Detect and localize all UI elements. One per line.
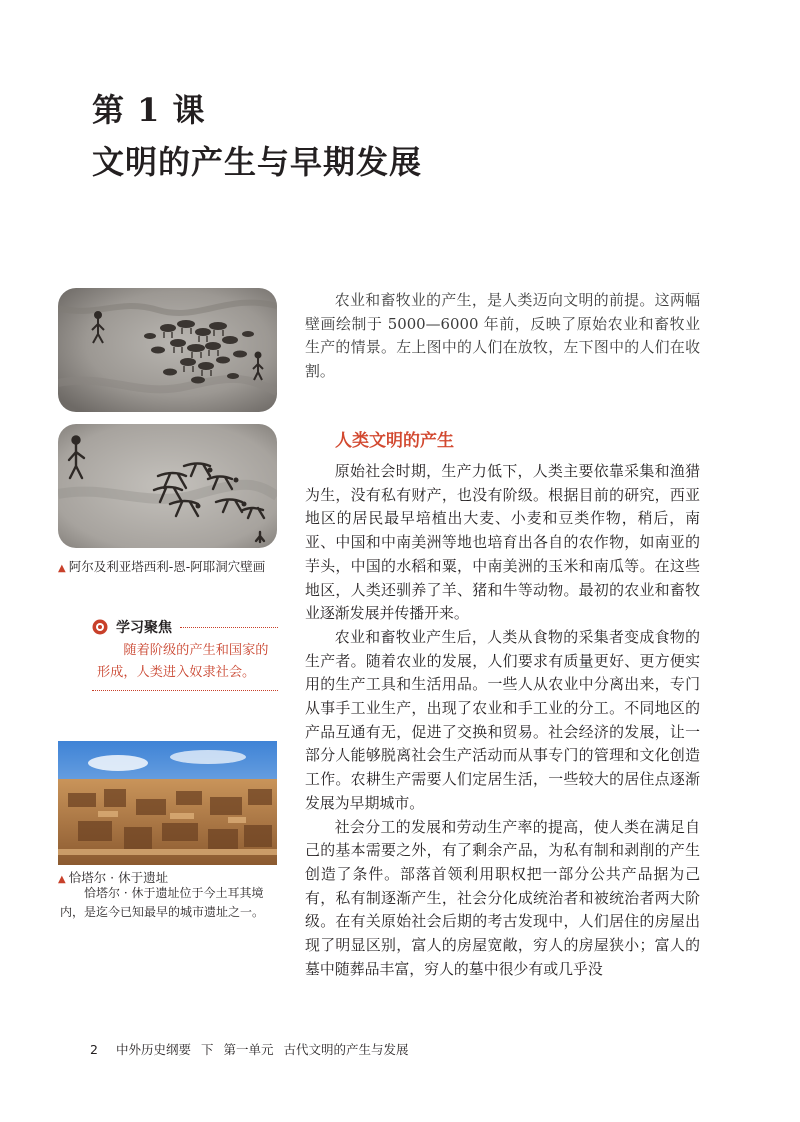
footer-unit-title: 古代文明的产生与发展	[283, 1042, 409, 1057]
page-number: 2	[90, 1042, 98, 1057]
footer-unit: 第一单元	[223, 1042, 274, 1057]
figure2-caption-text: 恰塔尔 · 休于遗址	[68, 870, 169, 885]
triangle-marker-icon: ▲	[58, 563, 66, 574]
cave-painting-herding-image	[58, 288, 277, 412]
focus-target-icon	[92, 619, 108, 635]
intro-paragraph	[305, 289, 700, 384]
focus-divider-bottom	[92, 690, 278, 691]
figure2-description: 恰塔尔 · 休于遗址位于今土耳其境内，是迄今已知最早的城市遗址之一。	[60, 886, 265, 919]
cave-painting-harvest-image	[58, 424, 277, 548]
figure1-caption	[58, 557, 265, 575]
title-block	[92, 88, 422, 186]
lesson-number: 第 1 课	[92, 91, 206, 129]
footer-volume: 下	[200, 1042, 214, 1057]
main-body	[305, 460, 700, 981]
triangle-marker-icon: ▲	[58, 874, 66, 885]
catalhoyuk-site-photo	[58, 741, 277, 865]
footer-book-title: 中外历史纲要	[115, 1042, 191, 1057]
page-footer	[90, 1040, 414, 1058]
figure1-caption-text: 阿尔及利亚塔西利-恩-阿耶洞穴壁画	[68, 559, 266, 574]
body-paragraph-1: 原始社会时期，生产力低下，人类主要依靠采集和渔猎为生，没有私有财产，也没有阶级。根据目前的研究，西亚地区的居民最早培植出大麦、小麦和豆类作物，稍后，南亚、中国和中南美洲等地也培育出各自的农作物，如南亚的芋头，中国的水稻和粟，中南美洲的玉米和南瓜等。在这些地区，人类还驯养了羊、猪和牛等动物。最初的农业和畜牧业逐渐发展并传播开来。	[305, 462, 700, 623]
learning-focus-label: 学习聚焦	[116, 620, 172, 636]
body-paragraph-2: 农业和畜牧业产生后，人类从食物的采集者变成食物的生产者。随着农业的发展，人们要求有质量更好、更方便实用的生产工具和生活用品。一些人从农业中分离出来，专门从事手工业生产，出现了农业和手工业的分工。不同地区的产品互通有无，促进了交换和贸易。社会经济的发展，让一部分人能够脱离社会生产活动而从事专门的管理和文化创造工作。农耕生产需要人们定居生活，一些较大的居住点逐渐发展为早期城市。	[305, 627, 700, 812]
learning-focus-header	[92, 617, 278, 637]
focus-divider-top	[180, 627, 278, 628]
intro-text: 农业和畜牧业的产生，是人类迈向文明的前提。这两幅壁画绘制于 5000—6000 年前，反映了原始农业和畜牧业生产的情景。左上图中的人们在放牧，左下图中的人们在收割。	[305, 291, 700, 381]
learning-focus-text: 随着阶级的产生和国家的形成，人类进入奴隶社会。	[97, 643, 269, 680]
lesson-title: 文明的产生与早期发展	[92, 143, 423, 181]
body-paragraph-3: 社会分工的发展和劳动生产率的提高，使人类在满足自己的基本需要之外，有了剩余产品，为私有制和剥削的产生创造了条件。部落首领利用职权把一部分公共产品据为己有，私有制逐渐产生，社会分化成统治者和被统治者两大阶级。在有关原始社会后期的考古发现中，人们居住的房屋出现了明显区别，富人的房屋宽敞，穷人的房屋狭小；富人的墓中随葬品丰富，穷人的墓中很少有或几乎没	[305, 817, 700, 978]
section-heading: 人类文明的产生	[335, 431, 454, 451]
